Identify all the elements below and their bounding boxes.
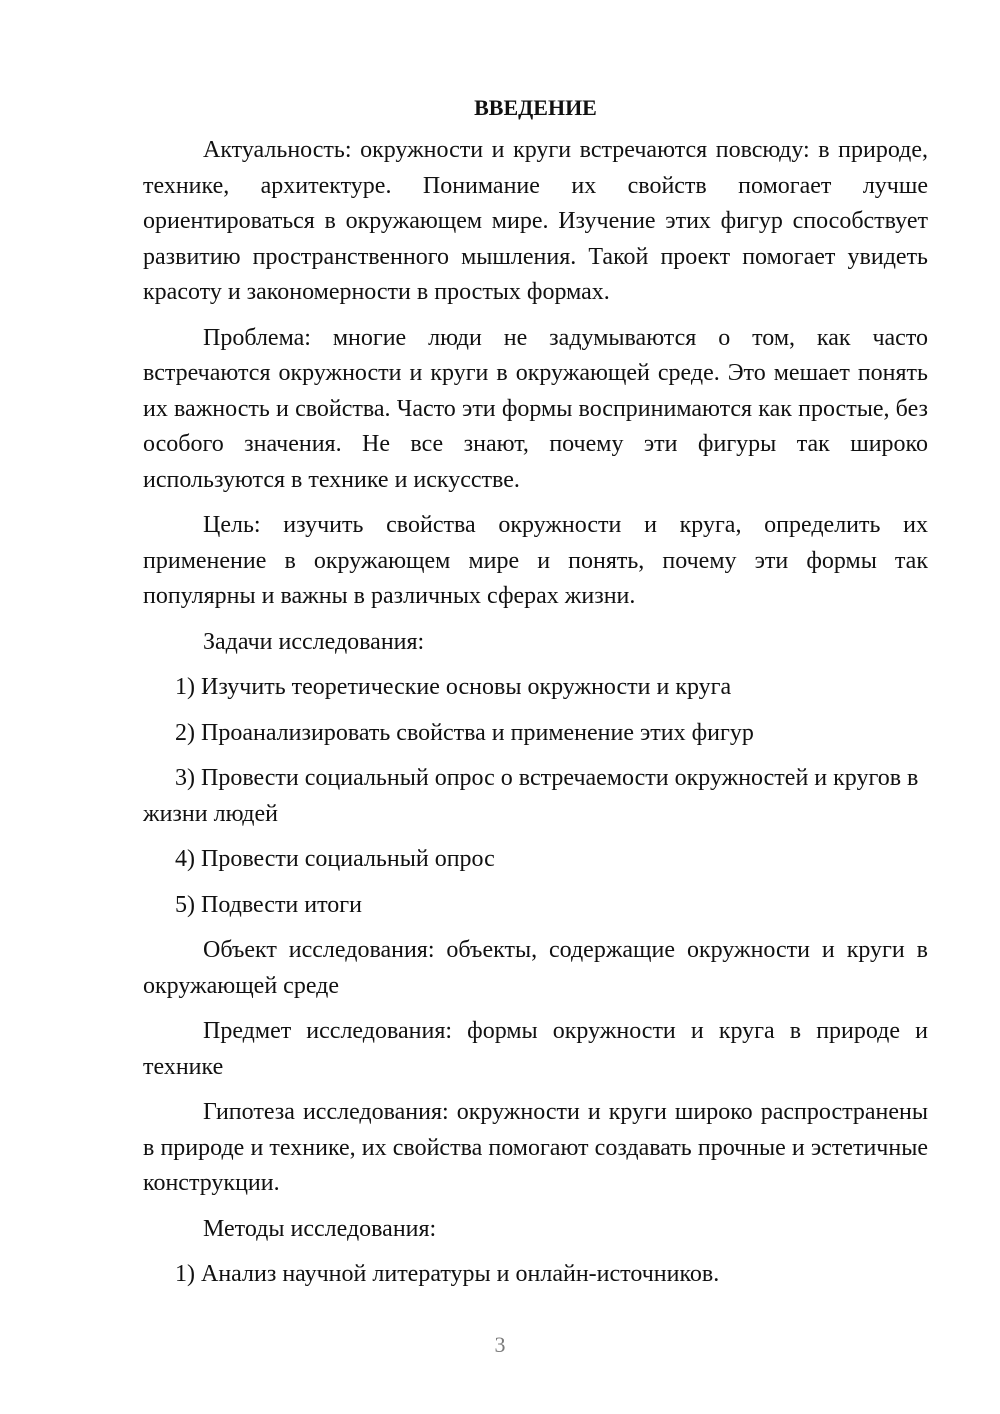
object-paragraph: Объект исследования: объекты, содержащие окружности и круги в окружающей среде [143,937,928,999]
page-number: 3 [494,1332,506,1357]
task-item-4: 4) Провести социальный опрос [175,846,495,872]
goal-paragraph: Цель: изучить свойства окружности и круга, определить их применение в окружающем мире и понять, почему эти формы так популярны и важны в различных сферах жизни. [143,512,928,609]
task-item-5: 5) Подвести итоги [175,891,362,918]
task-item-1: 1) Изучить теоретические основы окружности и круга [175,674,732,700]
tasks-heading: Задачи исследования: [203,628,425,655]
page-content [143,92,928,1303]
methods-heading: Методы исследования: [203,1215,437,1242]
task-item-2: 2) Проанализировать свойства и применение этих фигур [175,719,754,746]
problem-paragraph: Проблема: многие люди не задумываются о том, как часто встречаются окружности и круги в окружающей среде. Это мешает понять их важность и свойства. Часто эти формы воспринимаются как простые, без особого значения. Не все знают, почему эти фигуры так широко используются в технике и искусстве. [143,324,928,493]
task-item-3: 3) Провести социальный опрос о встречаемости окружностей и кругов в жизни людей [143,765,919,827]
section-title: ВВЕДЕНИЕ [474,95,597,120]
subject-paragraph: Предмет исследования: формы окружности и круга в природе и технике [143,1018,928,1080]
relevance-paragraph: Актуальность: окружности и круги встречаются повсюду: в природе, технике, архитектуре. Понимание их свойств помогает лучше ориентироваться в окружающем мире. Изучение этих фигур способствует развитию пространственного мышления. Такой проект помогает увидеть красоту и закономерности в простых формах. [143,137,928,305]
hypothesis-paragraph: Гипотеза исследования: окружности и круги широко распространены в природе и технике, их свойства помогают создавать прочные и эстетичные конструкции. [143,1099,928,1196]
method-item-1: 1) Анализ научной литературы и онлайн-источников. [175,1261,720,1287]
